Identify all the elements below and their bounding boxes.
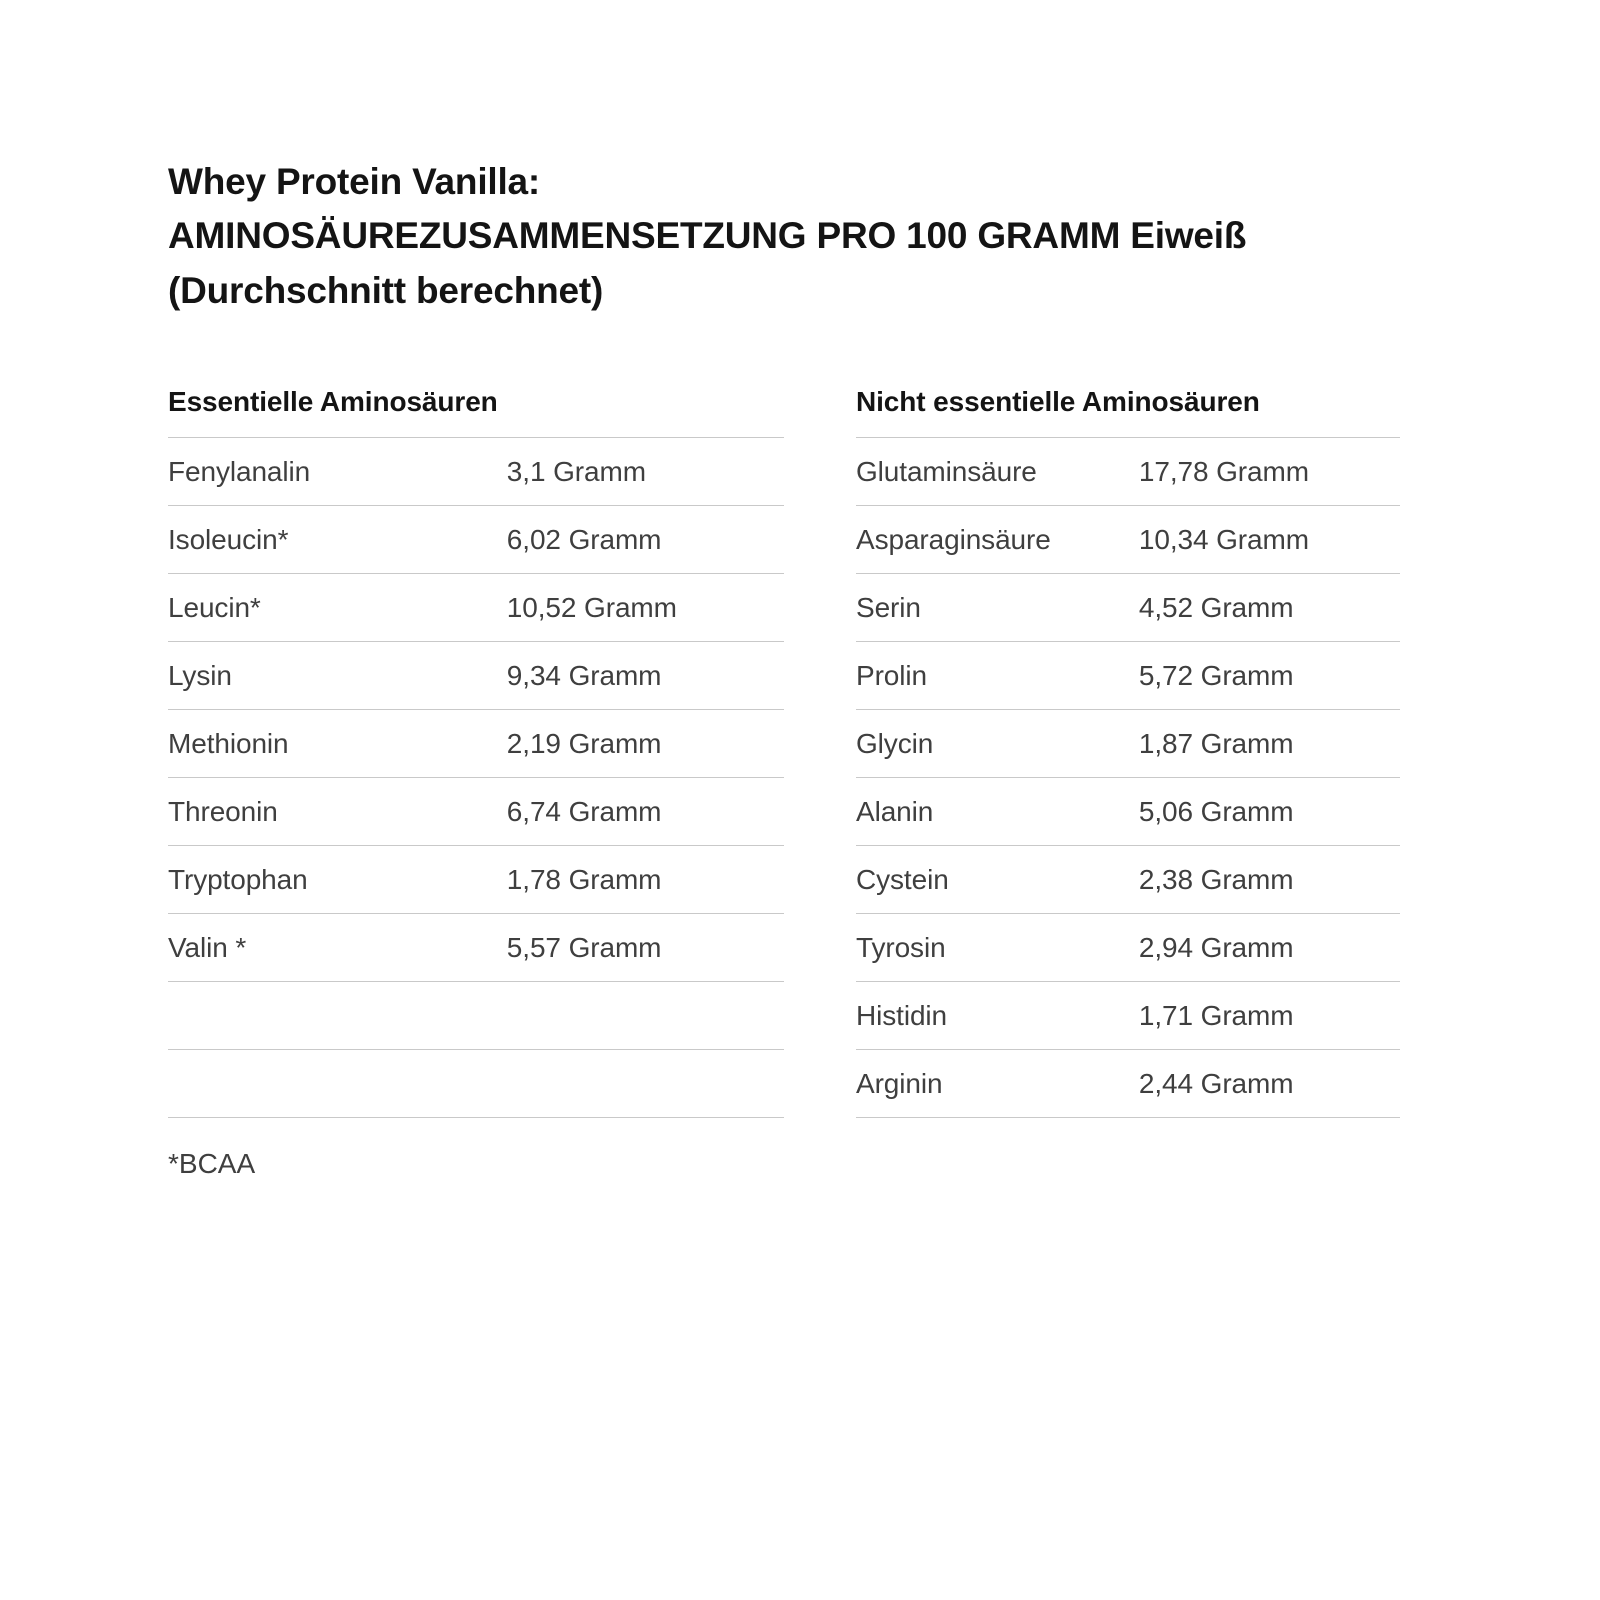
non-essential-amino-acids-table xyxy=(856,437,1400,1118)
table-row xyxy=(856,642,1400,710)
amino-acid-value: 4,52 Gramm xyxy=(1139,574,1400,642)
amino-acid-name: Lysin xyxy=(168,642,507,710)
table-row xyxy=(168,914,784,982)
amino-acid-name: Alanin xyxy=(856,778,1139,846)
amino-acid-name: Prolin xyxy=(856,642,1139,710)
table-row xyxy=(856,506,1400,574)
amino-acid-value: 10,34 Gramm xyxy=(1139,506,1400,574)
page-title-line-2: AMINOSÄUREZUSAMMENSETZUNG PRO 100 GRAMM Eiweiß xyxy=(168,215,1247,257)
table-row xyxy=(856,982,1400,1050)
amino-acid-value: 6,02 Gramm xyxy=(507,506,784,574)
table-row xyxy=(856,846,1400,914)
amino-acid-name: Valin * xyxy=(168,914,507,982)
table-row xyxy=(168,778,784,846)
essential-amino-acids-column xyxy=(168,386,784,1118)
amino-acid-value: 1,87 Gramm xyxy=(1139,710,1400,778)
page-title-line-3: (Durchschnitt berechnet) xyxy=(168,269,604,311)
footnote-bcaa: *BCAA xyxy=(168,1148,256,1180)
amino-acid-name: Cystein xyxy=(856,846,1139,914)
amino-acid-name: Histidin xyxy=(856,982,1139,1050)
amino-acid-value: 2,94 Gramm xyxy=(1139,914,1400,982)
essential-column-header: Essentielle Aminosäuren xyxy=(168,386,498,418)
essential-amino-acids-table xyxy=(168,437,784,1118)
page-title-line-1: Whey Protein Vanilla: xyxy=(168,161,541,202)
amino-acid-value: 6,74 Gramm xyxy=(507,778,784,846)
non-essential-amino-acids-column xyxy=(784,386,1400,1118)
tables-container xyxy=(168,386,1400,1118)
amino-acid-value: 2,19 Gramm xyxy=(507,710,784,778)
amino-acid-name: Isoleucin* xyxy=(168,506,507,574)
non-essential-column-header: Nicht essentielle Aminosäuren xyxy=(856,386,1260,418)
amino-acid-name: Methionin xyxy=(168,710,507,778)
amino-acid-name: Leucin* xyxy=(168,574,507,642)
amino-acid-name: Glycin xyxy=(856,710,1139,778)
amino-acid-name: Arginin xyxy=(856,1050,1139,1118)
table-row xyxy=(856,710,1400,778)
table-row xyxy=(856,778,1400,846)
amino-acid-name: Tryptophan xyxy=(168,846,507,914)
amino-acid-name: Glutaminsäure xyxy=(856,438,1139,506)
amino-acid-value: 5,57 Gramm xyxy=(507,914,784,982)
table-row xyxy=(168,642,784,710)
table-row xyxy=(168,506,784,574)
table-row-empty xyxy=(168,1050,784,1118)
empty-cell xyxy=(507,982,784,1050)
amino-acid-value: 10,52 Gramm xyxy=(507,574,784,642)
table-row xyxy=(856,574,1400,642)
amino-acid-value: 17,78 Gramm xyxy=(1139,438,1400,506)
empty-cell xyxy=(507,1050,784,1118)
amino-acid-name: Fenylanalin xyxy=(168,438,507,506)
amino-acid-value: 1,71 Gramm xyxy=(1139,982,1400,1050)
amino-acid-value: 1,78 Gramm xyxy=(507,846,784,914)
table-row-empty xyxy=(168,982,784,1050)
amino-acid-value: 5,06 Gramm xyxy=(1139,778,1400,846)
table-row xyxy=(168,438,784,506)
table-row xyxy=(168,710,784,778)
amino-acid-value: 2,44 Gramm xyxy=(1139,1050,1400,1118)
table-row xyxy=(856,1050,1400,1118)
empty-cell xyxy=(168,982,507,1050)
amino-acid-name: Serin xyxy=(856,574,1139,642)
amino-acid-value: 2,38 Gramm xyxy=(1139,846,1400,914)
table-row xyxy=(168,574,784,642)
page-title xyxy=(168,155,1432,318)
table-row xyxy=(168,846,784,914)
amino-acid-value: 9,34 Gramm xyxy=(507,642,784,710)
table-row xyxy=(856,914,1400,982)
amino-acid-value: 5,72 Gramm xyxy=(1139,642,1400,710)
amino-acid-name: Tyrosin xyxy=(856,914,1139,982)
amino-acid-name: Asparaginsäure xyxy=(856,506,1139,574)
empty-cell xyxy=(168,1050,507,1118)
amino-acid-value: 3,1 Gramm xyxy=(507,438,784,506)
table-row xyxy=(856,438,1400,506)
amino-acid-name: Threonin xyxy=(168,778,507,846)
